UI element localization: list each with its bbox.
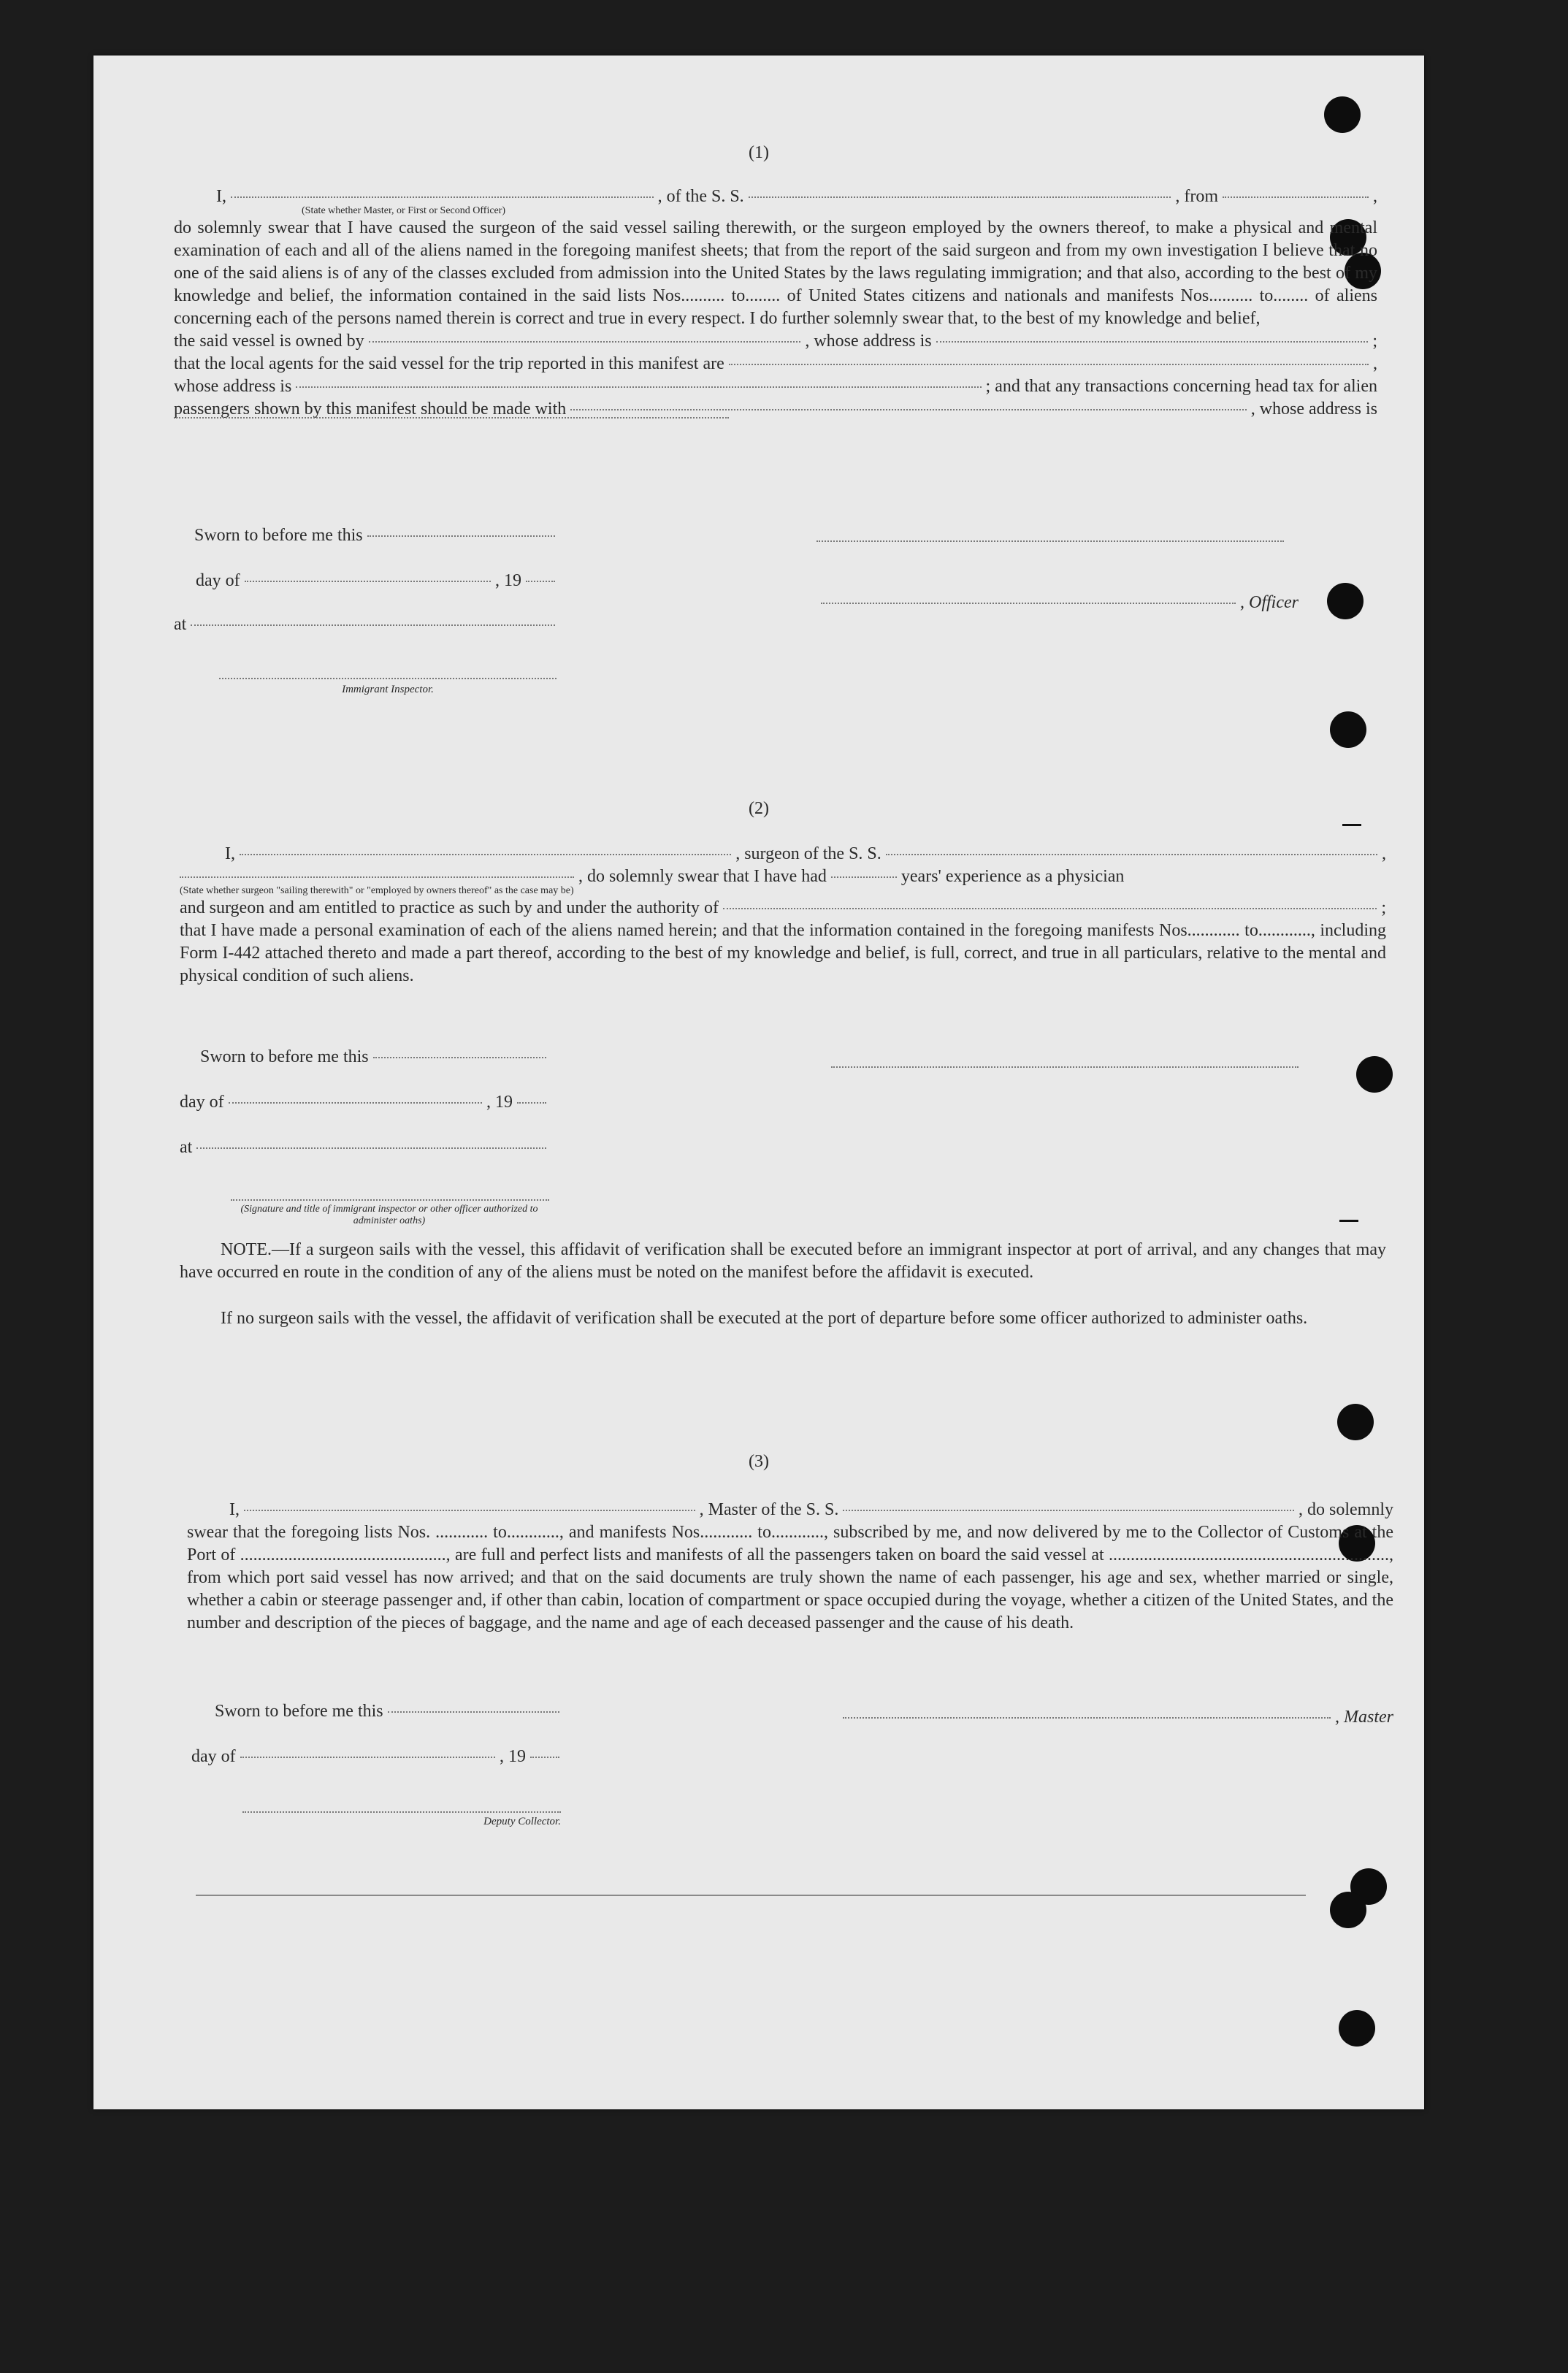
section-3-number: (3) [749,1452,769,1471]
punch-hole [1330,711,1366,748]
bottom-rule [196,1895,1306,1896]
section-2-number: (2) [749,799,769,818]
punch-hole [1330,1892,1366,1928]
collector-caption: Deputy Collector. [483,1816,561,1827]
form-page: (1) I, , of the S. S. , from , (State whether Master, or First or Second Officer) do solemnly swear that I have caused the surgeon of the said vessel sailing therewith, or the surgeon employed by the owners thereof, to make a physical and mental examination of each and all of the aliens named in the foregoing manifest sheets; that from the report of the said surgeon and from my own investigation I believe that no one of the said aliens is of any of the classes excluded from admission into the United States by the laws regulating immigration; and that also, according to the best of my knowledge and belief, the information contained in the said lists Nos.......... to........ of United States citizens and nationals and manifests Nos.......... to........ of aliens concerning each of the persons named therein is correct and true in every respect. I do further solemnly swear that, to the best of my knowledge and belief, the said vessel is owned by , whose address is ; that the local agents for the said vessel for the trip reported in this manifest are , whose address is ; and that any transactions concerning head tax for alien passengers shown by this manifest should be made with , whose address is Sworn to before me this day of , 19 at Immigrant Inspector. , Officer (2) I, , surgeon of the S. S. , , do solemnly swear that I have had years' experience as a physician (State whether surgeon "sailing therewith" or "employed by owners thereof" as the case may be) and surgeon and am entitled to practice as such by and under the authority of ; that I have made a personal examination of each of the aliens named herein; and that the information contained in the foregoing manifests Nos............ to............, including Form I-442 attached thereto and made a part thereof, according to the best of my knowledge and belief, is full, correct, and true in all particulars, relative to the mental and physical condition of such aliens. Sworn to before me this day of , 19 at (Signature and title of immigrant inspector or other officer authorized to administer oaths) NOTE.—If a surgeon sails with the vessel, this affidavit of verification shall be executed before an immigrant inspector at port of arrival, and any changes that may have occurred en route in the condition of any of the aliens must be noted on the manifest before the affidavit is executed. If no surgeon sails with the vessel, the affidavit of verification shall be executed at the port of departure before some officer authorized to administer oaths. (3) I, , Master of the S. S. , do solemnly swear that the foregoing lists Nos. ............ to............, and manifests Nos............ to............, subscribed by me, and now delivered by me to the Collector of Customs at the Port of ..............................................., are full and perfect lists and manifests of all the passengers taken on board the said vessel at ................................................................, from which port said vessel has now arrived; and that on the said documents are truly shown the name of each passenger, his age and sex, whether married or single, whether a cabin or steerage passenger and, if other than cabin, location of compartment or space occupied during the voyage, whether a citizen of the United States, and the number and description of the pieces of baggage, and the name and age of each deceased passenger and the cause of his death. Sworn to before me this day of , 19 Deputy Collector. , Master [93,56,1424,2109]
surgeon-note: (State whether surgeon "sailing therewith" or "employed by owners thereof" as the case may be) [180,885,574,896]
section-1-jurat: Sworn to before me this [194,526,559,546]
binding-mark [1339,1220,1358,1222]
section-2-paragraph: that I have made a personal examination of each of the aliens named herein; and that the information contained in the foregoing manifests Nos............ to............, including Form I-442 attached thereto and made a part thereof, according to the best of my knowledge and belief, is full, correct, and true in all particulars, relative to the mental and physical condition of such aliens. [180,921,1386,985]
inspector-caption: Immigrant Inspector. [342,684,434,695]
section-1: I, , of the S. S. , from , (State whether Master, or First or Second Officer) do solemnly swear that I have caused the surgeon of the said vessel sailing therewith, or the surgeon employed by the owners thereof, to make a physical and mental examination of each and all of the aliens named in the foregoing manifest sheets; that from the report of the said surgeon and from my own investigation I believe that no one of the said aliens is of any of the classes excluded from admission into the United States by the laws regulating immigration; and that also, according to the best of my knowledge and belief, the information contained in the said lists Nos.......... to........ of United States citizens and nationals and manifests Nos.......... to........ of aliens concerning each of the persons named therein is correct and true in every respect. I do further solemnly swear that, to the best of my knowledge and belief, the said vessel is owned by , whose address is ; that the local agents for the said vessel for the trip reported in this manifest are , whose address is ; and that any transactions concerning head tax for alien passengers shown by this manifest should be made with , whose address is [174,187,1378,419]
note-paragraph-2: If no surgeon sails with the vessel, the affidavit of verification shall be executed at the port of departure before some officer authorized to administer oaths. [221,1309,1308,1328]
note-paragraph-1: NOTE.—If a surgeon sails with the vessel, this affidavit of verification shall be executed before an immigrant inspector at port of arrival, and any changes that may have occurred en route in the condition of any of the aliens must be noted on the manifest before the affidavit is executed. [180,1240,1386,1282]
punch-hole [1339,2010,1375,2047]
section-2-jurat: Sworn to before me this [200,1047,551,1067]
punch-hole [1327,583,1364,619]
section-3-jurat: Sworn to before me this [215,1702,564,1722]
master-note: (State whether Master, or First or Second Officer) [302,205,506,216]
section-3: I, , Master of the S. S. , do solemnly swear that the foregoing lists Nos. ............ to............, and manifests Nos............ to............, subscribed by me, and now delivered by me to the Collector of Customs at the Port of ..............................................., are full and perfect lists and manifests of all the passengers taken on board the said vessel at ................................................................, from which port said vessel has now arrived; and that on the said documents are truly shown the name of each passenger, his age and sex, whether married or single, whether a cabin or steerage passenger and, if other than cabin, location of compartment or space occupied during the voyage, whether a citizen of the United States, and the number and description of the pieces of baggage, and the name and age of each deceased passenger and the cause of his death. [187,1499,1393,1635]
section-1-paragraph: do solemnly swear that I have caused the surgeon of the said vessel sailing therewith, or the surgeon employed by the owners thereof, to make a physical and mental examination of each and all of the aliens named in the foregoing manifest sheets; that from the report of the said surgeon and from my own investigation I believe that no one of the said aliens is of any of the classes excluded from admission into the United States by the laws regulating immigration; and that also, according to the best of my knowledge and belief, the information contained in the said lists Nos.......... to........ of United States citizens and nationals and manifests Nos.......... to........ of aliens concerning each of the persons named therein is correct and true in every respect. I do further solemnly swear that, to the best of my knowledge and belief, [174,218,1377,328]
binding-mark [1342,824,1361,826]
master-signature: , Master [838,1708,1393,1727]
section-1-number: (1) [749,143,769,162]
section-2: I, , surgeon of the S. S. , , do solemnly swear that I have had years' experience as a physician (State whether surgeon "sailing therewith" or "employed by owners thereof" as the case may be) and surgeon and am entitled to practice as such by and under the authority of ; that I have made a personal examination of each of the aliens named herein; and that the information contained in the foregoing manifests Nos............ to............, including Form I-442 attached thereto and made a part thereof, according to the best of my knowledge and belief, is full, correct, and true in all particulars, relative to the mental and physical condition of such aliens. [180,843,1386,987]
punch-hole [1324,96,1361,133]
officer-signature: , Officer [816,593,1299,613]
section-3-paragraph: swear that the foregoing lists Nos. ............ to............, and manifests Nos............ to............, subscribed by me, and now delivered by me to the Collector of Customs at the Port of ..............................................., are full and perfect lists and manifests of all the passengers taken on board the said vessel at ................................................................, from which port said vessel has now arrived; and that on the said documents are truly shown the name of each passenger, his age and sex, whether married or single, whether a cabin or steerage passenger and, if other than cabin, location of compartment or space occupied during the voyage, whether a citizen of the United States, and the number and description of the pieces of baggage, and the name and age of each deceased passenger and the cause of his death. [187,1523,1393,1632]
signature-note: (Signature and title of immigrant inspector or other officer authorized to administer oaths) [240,1204,538,1226]
punch-hole [1356,1056,1393,1093]
punch-hole [1337,1404,1374,1440]
